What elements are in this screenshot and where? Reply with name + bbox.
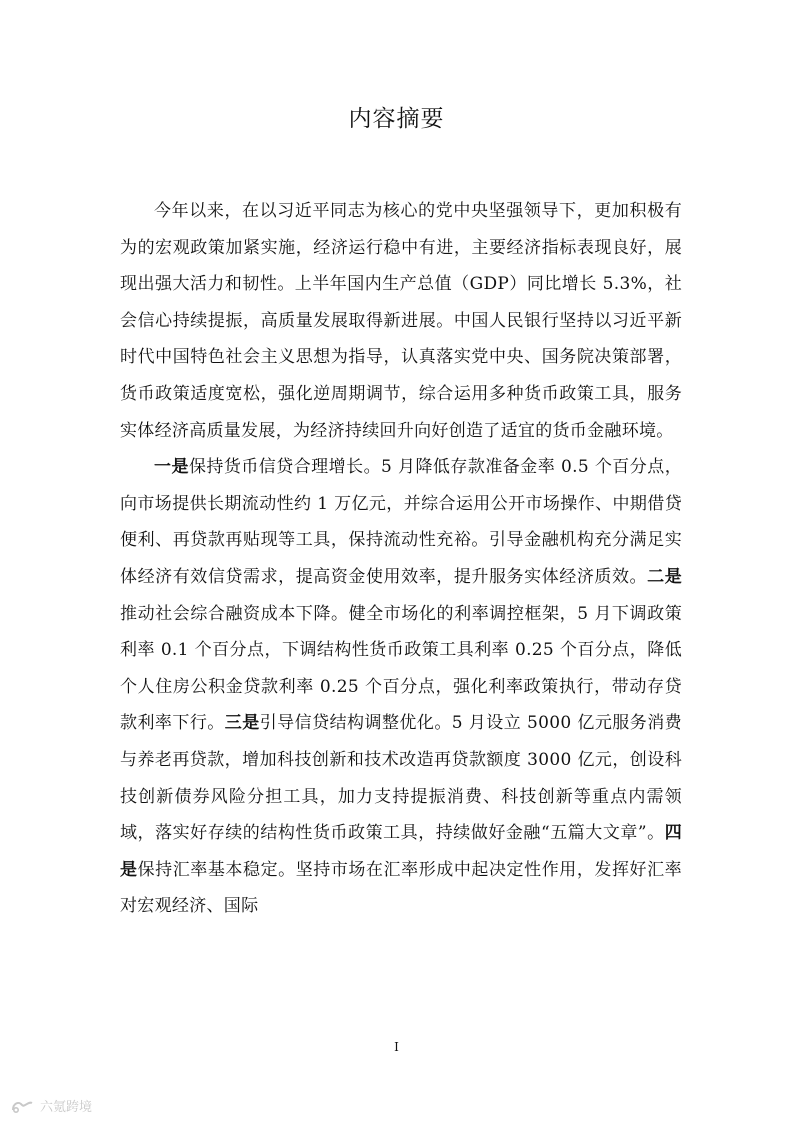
page-title: 内容摘要 xyxy=(348,106,445,132)
page-number: I xyxy=(394,1040,399,1054)
document-body xyxy=(120,193,682,925)
measure-text-3: 引导信贷结构调整优化。5 月设立 5000 亿元服务消费与养老再贷款，增加科技创新和技术改造再贷款额度 3000 亿元，创设科技创新债券风险分担工具，加力支持提振消费、科技创新等重点内需领域，落实好存续的结构性货币政策工具，持续做好金融“五篇大文章”。 xyxy=(120,713,682,844)
measure-text-1: 保持货币信贷合理增长。5 月降低存款准备金率 0.5 个百分点，向市场提供长期流动性约 1 万亿元，并综合运用公开市场操作、中期借贷便利、再贷款再贴现等工具，保持流动性充裕。引导金融机构充分满足实体经济有效信贷需求，提高资金使用效率，提升服务实体经济质效。 xyxy=(120,457,682,587)
measure-lead-1: 一是 xyxy=(154,457,189,478)
watermark-text: 六氪跨境 xyxy=(40,1100,93,1115)
measure-lead-3: 三是 xyxy=(224,713,260,734)
paragraph-intro: 今年以来，在以习近平同志为核心的党中央坚强领导下，更加积极有为的宏观政策加紧实施，经济运行稳中有进，主要经济指标表现良好，展现出强大活力和韧性。上半年国内生产总值（GDP）同比增长 5.3%，社会信心持续提振，高质量发展取得新进展。中国人民银行坚持以习近平新时代中国特色社会主义思想为指导，认真落实党中央、国务院决策部署，货币政策适度宽松，强化逆周期调节，综合运用多种货币政策工具，服务实体经济高质量发展，为经济持续回升向好创造了适宜的货币金融环境。 xyxy=(120,201,682,441)
measure-lead-4: 四是 xyxy=(120,823,682,880)
measure-text-2: 推动社会综合融资成本下降。健全市场化的利率调控框架，5 月下调政策利率 0.1 个百分点，下调结构性货币政策工具利率 0.25 个百分点，降低个人住房公积金贷款利率 0.25 个百分点，强化利率政策执行，带动存贷款利率下行。 xyxy=(120,603,682,734)
watermark-logo-icon xyxy=(10,1098,36,1114)
measure-lead-2: 二是 xyxy=(647,566,682,587)
watermark xyxy=(10,1096,92,1115)
paragraph-measures xyxy=(120,449,682,925)
measure-text-4: 保持汇率基本稳定。坚持市场在汇率形成中起决定性作用，发挥好汇率对宏观经济、国际 xyxy=(120,859,682,917)
